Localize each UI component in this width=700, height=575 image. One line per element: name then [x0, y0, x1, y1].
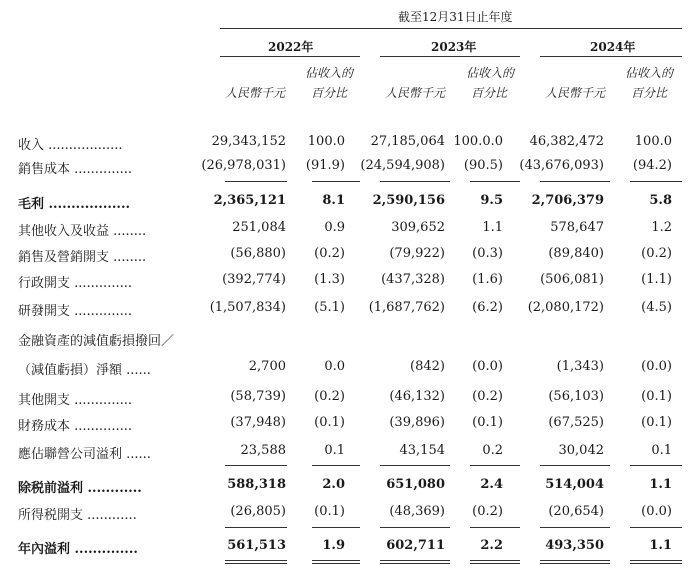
cell-2022-percent: 0.0	[324, 359, 345, 374]
row-cost-of-sales	[0, 158, 700, 180]
cell-2022-percent: 2.0	[322, 477, 345, 492]
cell-2022-percent: (5.1)	[314, 300, 345, 315]
cell-2022-percent: 8.1	[322, 193, 345, 208]
subtotal-rule-2024-amt	[540, 181, 610, 182]
cell-2022-amount: (26,805)	[230, 504, 286, 519]
cell-2023-percent: (0.1)	[472, 415, 503, 430]
subtotal-rule-2023-amt	[380, 181, 450, 182]
row-label: 金融資產的減值虧損撥回／	[18, 334, 175, 349]
cell-2024-percent: (0.0)	[641, 504, 672, 519]
cell-2023-percent: (1.6)	[472, 272, 503, 287]
row-label: 收入 ..................	[18, 138, 123, 153]
total-rule-2024-pct-b	[630, 563, 682, 564]
subtotal-rule-2024-amt	[540, 527, 610, 528]
row-share-of-associates	[0, 443, 700, 465]
subtotal-rule-2022-pct	[312, 527, 360, 528]
cell-2022-amount: (58,739)	[230, 389, 286, 404]
row-other-income	[0, 220, 700, 242]
percent-header-2023-line1: 佔收入的	[466, 66, 515, 80]
cell-2022-amount: (392,774)	[222, 272, 286, 287]
cell-2022-percent: (0.1)	[314, 415, 345, 430]
cell-2023-percent: (0.2)	[472, 389, 503, 404]
cell-2022-amount: 23,588	[240, 443, 286, 458]
cell-2022-percent: 0.9	[324, 220, 345, 235]
row-label: 應佔聯營公司溢利 ......	[18, 447, 151, 462]
total-rule-2024-amt-a	[540, 560, 610, 561]
subtotal-rule-2023-pct	[470, 527, 520, 528]
cell-2023-amount: (437,328)	[381, 272, 445, 287]
period-title: 截至12月31日止年度	[398, 10, 513, 24]
cell-2024-percent: 1.1	[649, 477, 672, 492]
cell-2023-percent: 2.4	[480, 477, 503, 492]
row-rd-expenses	[0, 300, 700, 322]
row-admin-expenses	[0, 272, 700, 294]
subtotal-rule-2022-amt	[225, 181, 287, 182]
cell-2024-percent: (4.5)	[641, 300, 672, 315]
row-profit-before-tax	[0, 477, 700, 499]
cell-2022-amount: 588,318	[227, 477, 286, 492]
cell-2024-amount: (506,081)	[540, 272, 604, 287]
cell-2024-percent: (1.1)	[641, 272, 672, 287]
total-rule-2024-amt-b	[540, 563, 610, 564]
subtotal-rule-2023-amt	[380, 527, 450, 528]
cell-2023-amount: (842)	[410, 359, 445, 374]
row-label: 其他開支 ..............	[18, 393, 132, 408]
row-label: 除税前溢利 ............	[18, 481, 142, 496]
row-label: 銷售成本 ..............	[18, 162, 132, 177]
subtotal-rule-2022-pct	[312, 465, 360, 466]
row-impairment-net	[0, 359, 700, 381]
row-other-expenses	[0, 389, 700, 411]
row-label: （減值虧損）淨額 ......	[18, 363, 151, 378]
year-2024: 2024年	[590, 40, 636, 54]
cell-2023-amount: (24,594,908)	[360, 158, 445, 173]
cell-2022-amount: 29,343,152	[211, 134, 286, 149]
cell-2022-amount: (56,880)	[230, 246, 286, 261]
cell-2022-amount: 251,084	[232, 220, 286, 235]
cell-2024-amount: 30,042	[558, 443, 604, 458]
total-rule-2023-amt-a	[380, 560, 450, 561]
cell-2022-percent: (0.2)	[314, 389, 345, 404]
cell-2024-percent: (0.2)	[641, 246, 672, 261]
subtotal-rule-2024-pct	[630, 527, 682, 528]
subtotal-rule-2022-amt	[225, 465, 287, 466]
total-rule-2022-amt-b	[225, 563, 287, 564]
cell-2024-amount: 46,382,472	[529, 134, 604, 149]
period-title-rule	[220, 28, 682, 29]
year-rule-2024	[540, 56, 682, 57]
cell-2023-amount: (46,132)	[389, 389, 445, 404]
row-revenue	[0, 134, 700, 156]
total-rule-2022-pct-b	[312, 563, 360, 564]
cell-2024-percent: (0.1)	[641, 389, 672, 404]
cell-2024-amount: (56,103)	[548, 389, 604, 404]
row-label: 銷售及營銷開支 ........	[18, 250, 147, 265]
cell-2024-amount: (67,525)	[548, 415, 604, 430]
year-rule-2022	[220, 56, 360, 57]
row-finance-costs	[0, 415, 700, 437]
cell-2023-amount: (79,922)	[389, 246, 445, 261]
cell-2023-amount: (48,369)	[389, 504, 445, 519]
cell-2023-percent: (0.2)	[472, 504, 503, 519]
percent-header-2024-line1: 佔收入的	[625, 66, 674, 80]
cell-2024-percent: (94.2)	[632, 158, 672, 173]
cell-2024-percent: 5.8	[649, 193, 672, 208]
cell-2022-percent: (91.9)	[305, 158, 345, 173]
year-2023: 2023年	[431, 40, 477, 54]
cell-2023-amount: 651,080	[386, 477, 445, 492]
total-rule-2022-amt-a	[225, 560, 287, 561]
cell-2022-amount: 2,700	[248, 359, 286, 374]
row-gross-profit	[0, 193, 700, 215]
subtotal-rule-2024-amt	[540, 465, 610, 466]
subtotal-rule-2024-pct	[630, 181, 682, 182]
amount-header-2023: 人民幣千元	[385, 86, 446, 100]
row-label: 年內溢利 ..............	[18, 542, 138, 557]
subtotal-rule-2024-pct	[630, 465, 682, 466]
row-impairment-label-line1	[0, 330, 700, 352]
cell-2022-percent: (0.2)	[314, 246, 345, 261]
cell-2024-percent: 0.1	[651, 443, 672, 458]
cell-2024-percent: 1.1	[649, 538, 672, 553]
total-rule-2023-pct-a	[470, 560, 520, 561]
cell-2022-percent: (0.1)	[314, 504, 345, 519]
total-rule-2022-pct-a	[312, 560, 360, 561]
cell-2023-amount: 27,185,064	[370, 134, 445, 149]
cell-2023-percent: (0.0)	[472, 359, 503, 374]
cell-2023-percent: 100.0.0	[453, 134, 503, 149]
cell-2024-amount: 493,350	[545, 538, 604, 553]
cell-2023-amount: (39,896)	[389, 415, 445, 430]
subtotal-rule-2023-amt	[380, 465, 450, 466]
cell-2023-amount: 309,652	[391, 220, 445, 235]
percent-header-2023-line2: 百分比	[471, 86, 508, 100]
cell-2024-amount: (1,343)	[556, 359, 604, 374]
cell-2023-percent: 9.5	[480, 193, 503, 208]
row-profit-for-year	[0, 538, 700, 560]
total-rule-2023-amt-b	[380, 563, 450, 564]
subtotal-rule-2022-pct	[312, 181, 360, 182]
cell-2022-amount: (1,507,834)	[209, 300, 286, 315]
percent-header-2022-line2: 百分比	[311, 86, 348, 100]
cell-2024-amount: 2,706,379	[531, 193, 604, 208]
cell-2024-amount: 514,004	[545, 477, 604, 492]
cell-2022-amount: 2,365,121	[213, 193, 286, 208]
cell-2024-percent: 1.2	[651, 220, 672, 235]
cell-2024-percent: 100.0	[634, 134, 672, 149]
cell-2024-amount: 578,647	[550, 220, 604, 235]
cell-2024-percent: (0.1)	[641, 415, 672, 430]
subtotal-rule-2023-pct	[470, 465, 520, 466]
cell-2023-amount: 2,590,156	[372, 193, 445, 208]
cell-2023-percent: 2.2	[480, 538, 503, 553]
row-label: 研發開支 ..............	[18, 304, 132, 319]
cell-2022-percent: 100.0	[307, 134, 345, 149]
cell-2023-percent: 0.2	[482, 443, 503, 458]
cell-2023-percent: 1.1	[482, 220, 503, 235]
cell-2023-percent: (90.5)	[463, 158, 503, 173]
cell-2023-amount: 602,711	[386, 538, 445, 553]
cell-2022-percent: 0.1	[324, 443, 345, 458]
cell-2024-amount: (43,676,093)	[519, 158, 604, 173]
row-label: 財務成本 ..............	[18, 419, 132, 434]
row-label: 行政開支 ..............	[18, 276, 132, 291]
cell-2022-percent: (1.3)	[314, 272, 345, 287]
cell-2024-percent: (0.0)	[641, 359, 672, 374]
row-label: 所得税開支 ............	[18, 508, 137, 523]
cell-2022-amount: 561,513	[227, 538, 286, 553]
row-label: 其他收入及收益 ........	[18, 224, 147, 239]
percent-header-2022-line1: 佔收入的	[305, 66, 354, 80]
row-income-tax	[0, 504, 700, 526]
total-rule-2024-pct-a	[630, 560, 682, 561]
cell-2023-percent: (6.2)	[472, 300, 503, 315]
row-selling-expenses	[0, 246, 700, 268]
row-label: 毛利 ..................	[18, 197, 130, 212]
subtotal-rule-2023-pct	[470, 181, 520, 182]
cell-2022-percent: 1.9	[322, 538, 345, 553]
amount-header-2022: 人民幣千元	[225, 86, 286, 100]
cell-2024-amount: (2,080,172)	[527, 300, 604, 315]
amount-header-2024: 人民幣千元	[545, 86, 606, 100]
cell-2022-amount: (37,948)	[230, 415, 286, 430]
subtotal-rule-2022-amt	[225, 527, 287, 528]
percent-header-2024-line2: 百分比	[631, 86, 668, 100]
year-rule-2023	[380, 56, 520, 57]
cell-2024-amount: (89,840)	[548, 246, 604, 261]
cell-2024-amount: (20,654)	[548, 504, 604, 519]
total-rule-2023-pct-b	[470, 563, 520, 564]
cell-2023-percent: (0.3)	[472, 246, 503, 261]
year-2022: 2022年	[268, 40, 314, 54]
cell-2022-amount: (26,978,031)	[201, 158, 286, 173]
cell-2023-amount: (1,687,762)	[368, 300, 445, 315]
cell-2023-amount: 43,154	[399, 443, 445, 458]
